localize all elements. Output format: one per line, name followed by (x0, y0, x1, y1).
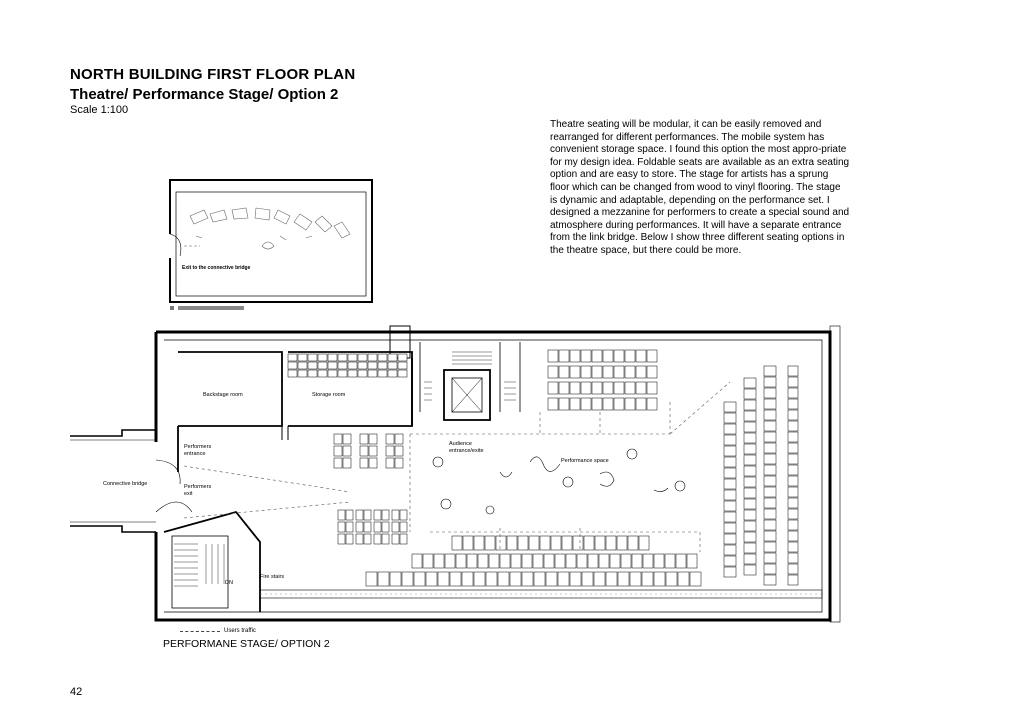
page-number: 42 (70, 686, 83, 698)
seat (788, 432, 798, 442)
seat (581, 398, 591, 410)
seat (348, 370, 357, 377)
seat (592, 382, 602, 394)
seat (654, 572, 665, 586)
plan-caption: PERFORMANE STAGE/ OPTION 2 (163, 638, 330, 650)
seat (358, 362, 367, 369)
seat (788, 476, 798, 486)
seat (614, 350, 624, 362)
seat (764, 553, 776, 563)
seat (386, 446, 394, 456)
seat (788, 509, 798, 519)
seat (570, 350, 580, 362)
seat (744, 554, 756, 564)
seat (298, 370, 307, 377)
seat (788, 377, 798, 387)
seat (382, 522, 389, 532)
seat (764, 410, 776, 420)
seat (614, 382, 624, 394)
seat (724, 446, 736, 456)
seat (788, 553, 798, 563)
seat (764, 542, 776, 552)
seat (496, 536, 506, 550)
seat (617, 536, 627, 550)
seat (308, 362, 317, 369)
performers-exit-label: Performers exit (184, 484, 212, 497)
seat (540, 536, 550, 550)
seat (392, 510, 399, 520)
seat (559, 350, 569, 362)
seat (388, 354, 397, 361)
seat (603, 382, 613, 394)
seat (687, 554, 697, 568)
seat (423, 554, 433, 568)
page-title: NORTH BUILDING FIRST FLOOR PLAN (70, 66, 356, 83)
seat (636, 350, 646, 362)
seat (788, 410, 798, 420)
audience-entrance-label: Audience entrance/exite (449, 441, 484, 454)
seat (388, 362, 397, 369)
seat (744, 532, 756, 542)
seat (628, 536, 638, 550)
seat (599, 554, 609, 568)
seat (647, 382, 657, 394)
seat (764, 366, 776, 376)
seat (507, 536, 517, 550)
seat (788, 564, 798, 574)
seat (639, 536, 649, 550)
seat (636, 366, 646, 378)
seat (562, 536, 572, 550)
seat (595, 536, 605, 550)
seat (463, 536, 473, 550)
seat (744, 433, 756, 443)
seat (788, 366, 798, 376)
seat (360, 434, 368, 444)
seat (474, 536, 484, 550)
legend (180, 628, 256, 634)
seat (588, 554, 598, 568)
seat (555, 554, 565, 568)
seat (338, 534, 345, 544)
seat (398, 362, 407, 369)
seat (426, 572, 437, 586)
description-text: Theatre seating will be modular, it can be easily removed and rearranged for different performances. The mobile system has convenient storage space. I found this option the most appro-priate for my design idea. Foldable seats are available as an extra seating option and are easy to store. The stage for artists has a sprung floor which can be changed from wood to vinyl flooring. The stage is dynamic and adaptable, depending on the performance set. I designed a mezzanine for performers to create a special sound and atmosphere during performances. It will have a separate entrance from the link bridge. Below I show three different seating options in the theatre space, but there could be more. (550, 119, 850, 256)
seat (400, 522, 407, 532)
seat (369, 446, 377, 456)
seat (643, 554, 653, 568)
seat (764, 509, 776, 519)
seat (788, 542, 798, 552)
seat (511, 554, 521, 568)
seat (395, 434, 403, 444)
seat (358, 354, 367, 361)
seat (334, 434, 342, 444)
seat (546, 572, 557, 586)
seat (364, 522, 371, 532)
seat (308, 370, 317, 377)
seat (498, 572, 509, 586)
seat (356, 510, 363, 520)
seat (390, 572, 401, 586)
seat (764, 487, 776, 497)
seat (288, 362, 297, 369)
seat (610, 554, 620, 568)
seat (559, 382, 569, 394)
seat (343, 446, 351, 456)
seat (744, 422, 756, 432)
seat (378, 572, 389, 586)
seat (744, 477, 756, 487)
seat (522, 572, 533, 586)
seat (386, 458, 394, 468)
seat (724, 512, 736, 522)
seat (288, 370, 297, 377)
seat (386, 434, 394, 444)
seat (606, 536, 616, 550)
seat (559, 366, 569, 378)
page-subtitle: Theatre/ Performance Stage/ Option 2 (70, 86, 339, 103)
seat (581, 366, 591, 378)
seat (374, 522, 381, 532)
scale-label: Scale 1:100 (70, 104, 129, 116)
seat (744, 499, 756, 509)
seat (474, 572, 485, 586)
seat (392, 534, 399, 544)
performers-entrance-label: Performers entrance (184, 444, 212, 457)
seat (402, 572, 413, 586)
seat (522, 554, 532, 568)
seat (764, 454, 776, 464)
seat (764, 421, 776, 431)
seat (378, 354, 387, 361)
seat (573, 536, 583, 550)
seat (618, 572, 629, 586)
seat (724, 501, 736, 511)
seat (368, 370, 377, 377)
seat (360, 446, 368, 456)
seat (764, 476, 776, 486)
seat (636, 382, 646, 394)
seat (318, 362, 327, 369)
seat (434, 554, 444, 568)
seat (356, 534, 363, 544)
seat (764, 432, 776, 442)
connective-bridge-label: Connective bridge (103, 481, 148, 487)
seat (724, 490, 736, 500)
seat (621, 554, 631, 568)
seat (764, 443, 776, 453)
seat (724, 435, 736, 445)
seat (398, 370, 407, 377)
seat (764, 388, 776, 398)
seat (338, 510, 345, 520)
seat (308, 354, 317, 361)
seat (764, 377, 776, 387)
seat (592, 398, 602, 410)
seat (690, 572, 701, 586)
seat (338, 362, 347, 369)
seat (642, 572, 653, 586)
seat (343, 434, 351, 444)
seat (625, 382, 635, 394)
seat (338, 370, 347, 377)
key-plan-exit-label: Exit to the connective bridge (182, 265, 251, 271)
seat (788, 487, 798, 497)
seat (551, 536, 561, 550)
seat (570, 382, 580, 394)
seat (744, 466, 756, 476)
seat (392, 522, 399, 532)
seat (744, 400, 756, 410)
seat (744, 444, 756, 454)
seat (788, 399, 798, 409)
seat (378, 362, 387, 369)
seat (647, 398, 657, 410)
seat (358, 370, 367, 377)
seat (581, 382, 591, 394)
seat (724, 468, 736, 478)
seat (338, 522, 345, 532)
seat (388, 370, 397, 377)
seat (338, 354, 347, 361)
seat (486, 572, 497, 586)
seat (744, 455, 756, 465)
legend-users-traffic: Users traffic (224, 628, 256, 634)
seat (744, 488, 756, 498)
seat (374, 510, 381, 520)
seat (603, 398, 613, 410)
seat (724, 479, 736, 489)
seat (445, 554, 455, 568)
seat (450, 572, 461, 586)
seat (592, 366, 602, 378)
seat (570, 366, 580, 378)
seat (764, 575, 776, 585)
seat (582, 572, 593, 586)
seat (665, 554, 675, 568)
seat (414, 572, 425, 586)
seat (647, 350, 657, 362)
seat (559, 398, 569, 410)
seat (348, 362, 357, 369)
seat (570, 398, 580, 410)
seat (764, 399, 776, 409)
seat (400, 534, 407, 544)
seat (654, 554, 664, 568)
seat (788, 421, 798, 431)
seat (581, 350, 591, 362)
seat (632, 554, 642, 568)
seat (636, 398, 646, 410)
seat (666, 572, 677, 586)
seat (744, 565, 756, 575)
seat (548, 366, 558, 378)
seat (360, 458, 368, 468)
seat (764, 531, 776, 541)
seat (462, 572, 473, 586)
seat (364, 510, 371, 520)
seat (676, 554, 686, 568)
seat (724, 413, 736, 423)
seat (625, 398, 635, 410)
seat (724, 567, 736, 577)
seat (744, 521, 756, 531)
seat (346, 534, 353, 544)
seat (510, 572, 521, 586)
seat (724, 545, 736, 555)
seat (500, 554, 510, 568)
seat (398, 354, 407, 361)
seat (395, 458, 403, 468)
seat (594, 572, 605, 586)
seat (788, 575, 798, 585)
seat (764, 564, 776, 574)
seat (346, 510, 353, 520)
seat (724, 457, 736, 467)
seat (366, 572, 377, 586)
seat (529, 536, 539, 550)
seat (614, 366, 624, 378)
seat (788, 531, 798, 541)
seat (647, 366, 657, 378)
seat (368, 354, 377, 361)
seat (606, 572, 617, 586)
seat (368, 362, 377, 369)
seat (592, 350, 602, 362)
seat (400, 510, 407, 520)
seat (630, 572, 641, 586)
seat (346, 522, 353, 532)
seat (744, 378, 756, 388)
floor-plan (60, 322, 850, 630)
seat (570, 572, 581, 586)
backstage-room-label: Backstage room (203, 392, 243, 398)
seat (724, 424, 736, 434)
seat (764, 465, 776, 475)
seat (456, 554, 466, 568)
seat (298, 362, 307, 369)
seat (378, 370, 387, 377)
seat (603, 350, 613, 362)
storage-room-label: Storage room (312, 392, 346, 398)
fire-stairs-label: Fire stairs (260, 574, 285, 580)
seat (577, 554, 587, 568)
key-plan (150, 176, 380, 316)
seat (724, 402, 736, 412)
seat (364, 534, 371, 544)
seat (328, 370, 337, 377)
seat (382, 510, 389, 520)
seat (534, 572, 545, 586)
seat (744, 543, 756, 553)
seat (788, 465, 798, 475)
seat (788, 388, 798, 398)
seat (452, 536, 462, 550)
seat (788, 454, 798, 464)
seat (788, 520, 798, 530)
seat (478, 554, 488, 568)
seat (369, 458, 377, 468)
seat (328, 362, 337, 369)
seat (724, 534, 736, 544)
seat (288, 354, 297, 361)
seat (382, 534, 389, 544)
seat (764, 498, 776, 508)
performance-space-label: Performance space (561, 458, 609, 464)
seat (744, 389, 756, 399)
seat (369, 434, 377, 444)
seat (548, 382, 558, 394)
seat (518, 536, 528, 550)
seat (334, 446, 342, 456)
seat (318, 370, 327, 377)
seat (566, 554, 576, 568)
seat (625, 350, 635, 362)
seat (374, 534, 381, 544)
seat (318, 354, 327, 361)
seat (438, 572, 449, 586)
seat (603, 366, 613, 378)
seat (548, 350, 558, 362)
seat (412, 554, 422, 568)
seat (788, 443, 798, 453)
seat (558, 572, 569, 586)
seat (533, 554, 543, 568)
seat (544, 554, 554, 568)
seat (614, 398, 624, 410)
seat (489, 554, 499, 568)
seat (764, 520, 776, 530)
seat (298, 354, 307, 361)
seat (356, 522, 363, 532)
traffic-line-icon (180, 631, 220, 632)
seat (548, 398, 558, 410)
seat (334, 458, 342, 468)
seat (724, 523, 736, 533)
seat (328, 354, 337, 361)
seat (395, 446, 403, 456)
seat (744, 510, 756, 520)
seat (348, 354, 357, 361)
dn-label: DN (225, 580, 233, 586)
seat (467, 554, 477, 568)
seat (724, 556, 736, 566)
seat (343, 458, 351, 468)
seat (625, 366, 635, 378)
seat (584, 536, 594, 550)
seat (678, 572, 689, 586)
seat (788, 498, 798, 508)
seat (744, 411, 756, 421)
seat (485, 536, 495, 550)
